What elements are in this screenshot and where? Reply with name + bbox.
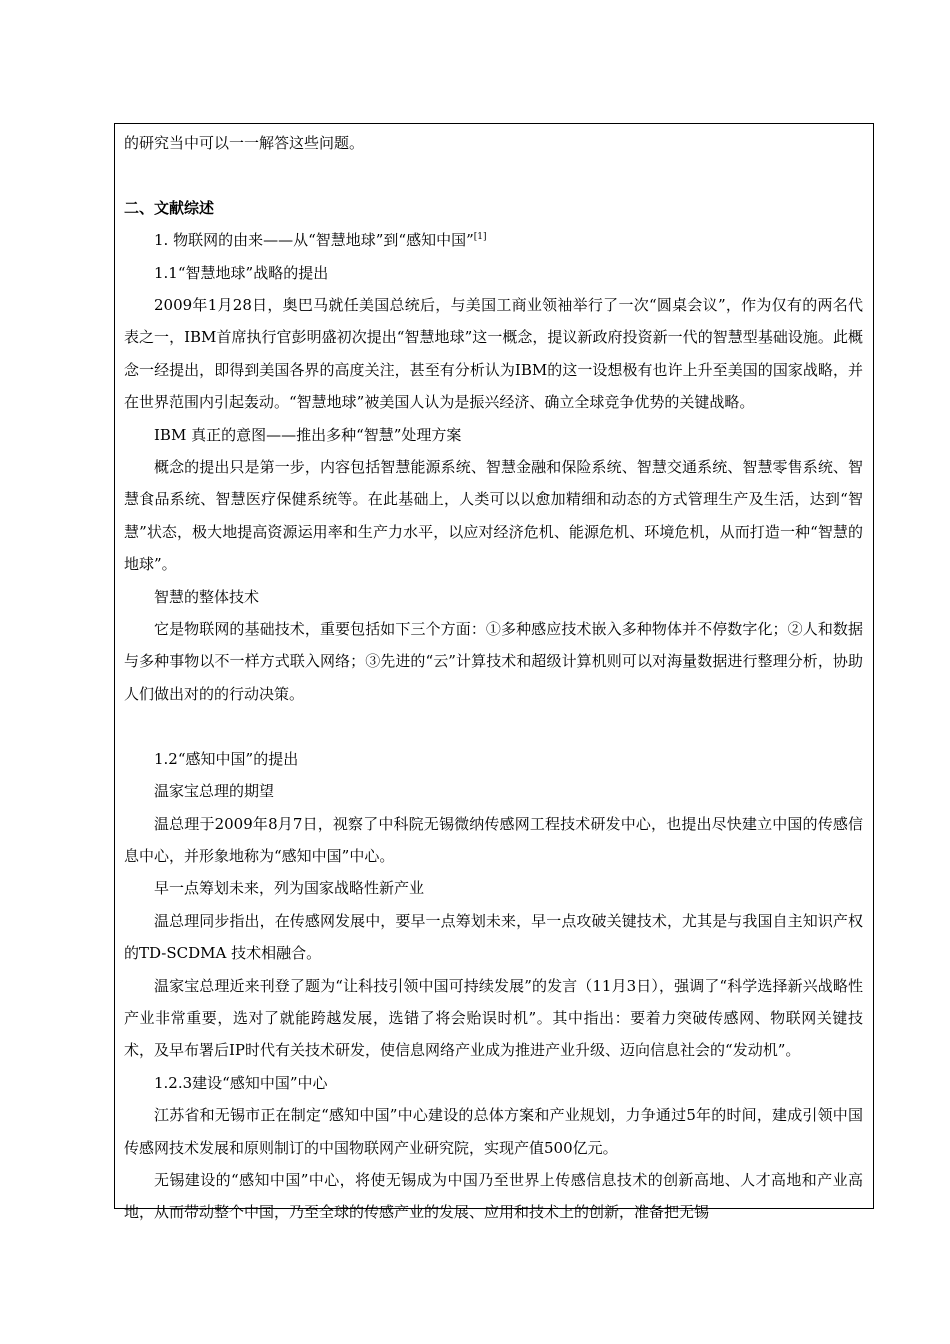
paragraph (124, 127, 863, 159)
blank-line (124, 159, 863, 191)
document-table-cell (114, 123, 874, 1222)
paragraph-text: 温家宝总理的期望 (154, 782, 275, 801)
paragraph (124, 970, 863, 1067)
paragraph-text: 1.2.3建设“感知中国”中心 (154, 1073, 328, 1092)
paragraph-text: 早一点筹划未来，列为国家战略性新产业 (154, 879, 425, 898)
paragraph-text: 温总理同步指出，在传感网发展中，要早一点筹划未来，早一点攻破关键技术，尤其是与我国自主知识产权的TD-SCDMA 技术相融合。 (124, 911, 863, 963)
paragraph-text: 1. 物联网的由来——从“智慧地球”到“感知中国” (154, 231, 474, 250)
paragraph (124, 419, 863, 451)
paragraph-text: 1.1“智慧地球”战略的提出 (154, 263, 329, 282)
paragraph-text: 概念的提出只是第一步，内容包括智慧能源系统、智慧金融和保险系统、智慧交通系统、智慧零售系统、智慧食品系统、智慧医疗保健系统等。在此基础上，人类可以以愈加精细和动态的方式管理生产及生活，达到“智慧”状态，极大地提高资源运用率和生产力水平，以应对经济危机、能源危机、环境危机，从而打造一种“智慧的地球”。 (124, 458, 863, 574)
paragraph-text: 2009年1月28日，奥巴马就任美国总统后，与美国工商业领袖举行了一次“圆桌会议”，作为仅有的两名代表之一，IBM首席执行官彭明盛初次提出“智慧地球”这一概念，提议新政府投资新一代的智慧型基础设施。此概念一经提出，即得到美国各界的高度关注，甚至有分析认为IBM的这一设想极有也许上升至美国的国家战略，并在世界范围内引起轰动。“智慧地球”被美国人认为是振兴经济、确立全球竞争优势的关键战略。 (124, 296, 863, 412)
document-body (115, 124, 873, 1229)
paragraph-text: 智慧的整体技术 (154, 587, 260, 606)
paragraph (124, 1099, 863, 1164)
paragraph-text: 温总理于2009年8月7日，视察了中科院无锡微纳传感网工程技术研发中心，也提出尽快建立中国的传感信息中心，并形象地称为“感知中国”中心。 (124, 814, 863, 865)
paragraph (124, 1164, 863, 1229)
section-heading (124, 192, 863, 224)
paragraph (124, 905, 863, 970)
paragraph (124, 1067, 863, 1099)
blank-line (124, 710, 863, 742)
paragraph (124, 224, 863, 256)
paragraph-text: 温家宝总理近来刊登了题为“让科技引领中国可持续发展”的发言（11月3日），强调了“科学选择新兴战略性产业非常重要，选对了就能跨越发展，选错了将会贻误时机”。其中指出：要着力突破传感网、物联网关键技术，及早布署后IP时代有关技术研发，使信息网络产业成为推进产业升级、迈向信息社会的“发动机”。 (124, 976, 863, 1060)
paragraph (124, 257, 863, 289)
paragraph (124, 775, 863, 807)
paragraph-text: 它是物联网的基础技术，重要包括如下三个方面：①多种感应技术嵌入多种物体并不停数字化；②人和数据与多种事物以不一样方式联入网络；③先进的“云”计算技术和超级计算机则可以对海量数据进行整理分析，协助人们做出对的的行动决策。 (124, 620, 863, 703)
paragraph (124, 289, 863, 419)
paragraph (124, 581, 863, 613)
paragraph-text: 1.2“感知中国”的提出 (154, 749, 299, 768)
paragraph (124, 808, 863, 873)
paragraph (124, 743, 863, 775)
paragraph-text: 二、文献综述 (124, 198, 215, 217)
paragraph (124, 451, 863, 581)
paragraph-text: IBM 真正的意图——推出多种“智慧”处理方案 (154, 425, 462, 444)
paragraph-text: 的研究当中可以一一解答这些问题。 (124, 134, 365, 152)
citation-marker: [1] (473, 232, 487, 243)
paragraph-text: 江苏省和无锡市正在制定“感知中国”中心建设的总体方案和产业规划，力争通过5年的时间，建成引领中国传感网技术发展和原则制订的中国物联网产业研究院，实现产值500亿元。 (124, 1106, 863, 1157)
paragraph (124, 872, 863, 904)
paragraph (124, 613, 863, 710)
paragraph-text: 无锡建设的“感知中国”中心，将使无锡成为中国乃至世界上传感信息技术的创新高地、人才高地和产业高地，从而带动整个中国，乃至全球的传感产业的发展、应用和技术上的创新，准备把无锡 (124, 1170, 863, 1222)
